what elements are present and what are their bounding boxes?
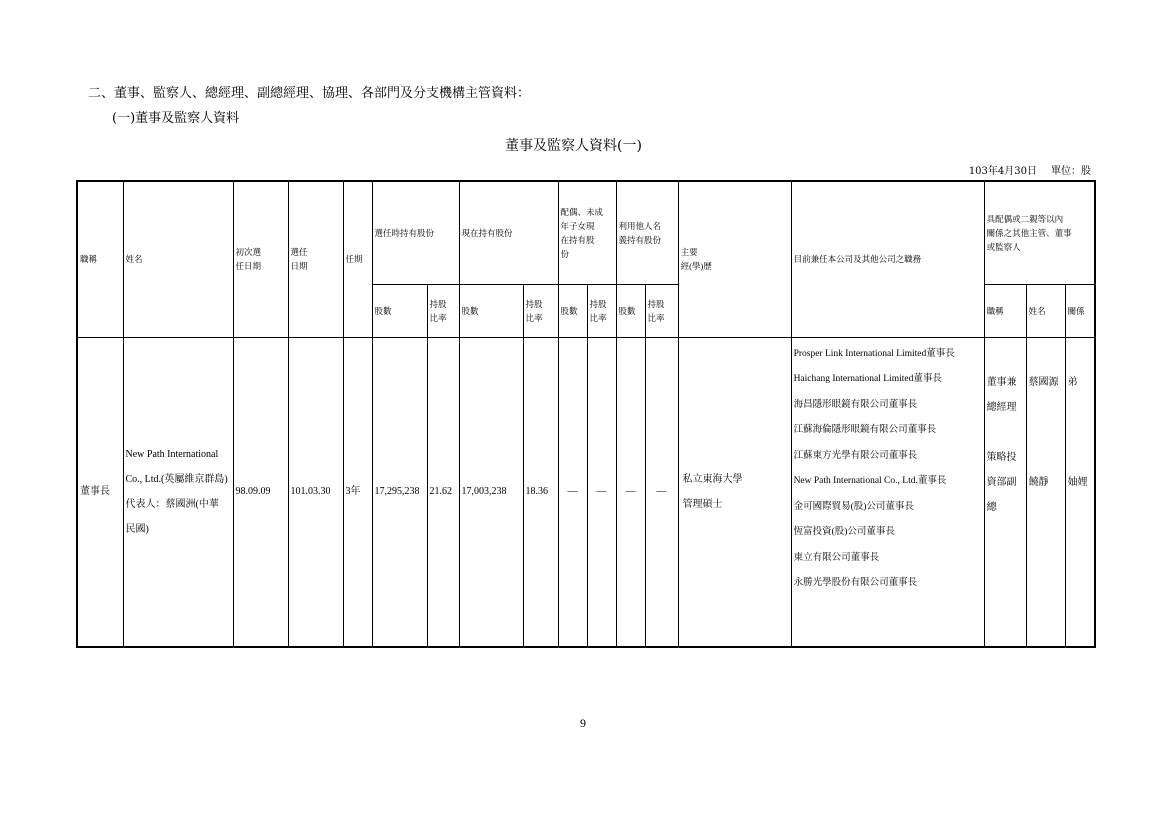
sub-ratio: 持股 比率 bbox=[587, 284, 616, 337]
col-name: 姓名 bbox=[123, 181, 233, 337]
cell-ratio-at-election: 21.62 bbox=[427, 337, 459, 647]
date-unit-bar bbox=[969, 162, 1091, 177]
subsection-heading: (一)董事及監察人資料 bbox=[112, 111, 240, 126]
col-spouse-minor: 配偶、未成 年子女現 在持有股 份 bbox=[558, 181, 616, 284]
report-date: 103年4月30日 bbox=[968, 166, 1037, 177]
page-number: 9 bbox=[580, 716, 586, 730]
concurrent-role: 海昌隱形眼鏡有限公司董事長 bbox=[793, 399, 918, 410]
cell-elected: 101.03.30 bbox=[288, 337, 343, 647]
cell-spouse-shares: — bbox=[558, 337, 587, 647]
concurrent-role: 江蘇東方光學有限公司董事長 bbox=[793, 450, 918, 461]
concurrent-role: 永勝光學股份有限公司董事長 bbox=[793, 578, 918, 588]
cell-nominee-shares: — bbox=[616, 337, 645, 647]
concurrent-role: Prosper Link International Limited董事長 bbox=[793, 348, 955, 359]
col-term: 任期 bbox=[343, 181, 372, 337]
cell-title: 董事長 bbox=[77, 337, 123, 647]
col-shares-at-election: 選任時持有股份 bbox=[372, 181, 459, 284]
section-heading: 二、董事、監察人、總經理、副總經理、協理、各部門及分支機構主管資料： bbox=[88, 86, 531, 101]
sub-shares: 股數 bbox=[558, 284, 587, 337]
sub-shares: 股數 bbox=[372, 284, 427, 337]
col-nominee: 利用他人名 義持有股份 bbox=[616, 181, 678, 284]
cell-rel-name: 蔡國源 饒靜 bbox=[1026, 337, 1065, 647]
sub-ratio: 持股 比率 bbox=[427, 284, 459, 337]
concurrent-role: 東立有限公司董事長 bbox=[793, 552, 880, 563]
col-concurrent: 目前兼任本公司及其他公司之職務 bbox=[791, 181, 984, 337]
concurrent-role: Haichang International Limited董事長 bbox=[793, 374, 942, 384]
table-row bbox=[77, 337, 1095, 647]
concurrent-role: 江蘇海倫隱形眼鏡有限公司董事長 bbox=[793, 425, 937, 435]
col-current-shares: 現在持有股份 bbox=[459, 181, 558, 284]
cell-experience: 私立東海大學 管理碩士 bbox=[678, 337, 791, 647]
cell-shares-at-election: 17,295,238 bbox=[372, 337, 427, 647]
col-relatives: 具配偶或二親等以內 關係之其他主管、董事 或監察人 bbox=[984, 181, 1095, 284]
cell-rel-relation: 弟 妯娌 bbox=[1065, 337, 1095, 647]
sub-rel-title: 職稱 bbox=[984, 284, 1026, 337]
concurrent-role: 金可國際貿易(股)公司董事長 bbox=[793, 501, 914, 512]
cell-current-shares: 17,003,238 bbox=[459, 337, 523, 647]
concurrent-role: 恆富投資(股)公司董事長 bbox=[793, 527, 895, 537]
cell-first-elected: 98.09.09 bbox=[233, 337, 288, 647]
concurrent-role: New Path International Co., Ltd.董事長 bbox=[793, 476, 947, 486]
cell-current-ratio: 18.36 bbox=[523, 337, 558, 647]
cell-rel-title: 董事兼 總經理 策略投 資部副 總 bbox=[984, 337, 1026, 647]
sub-ratio: 持股 比率 bbox=[523, 284, 558, 337]
sub-rel-relation: 關係 bbox=[1065, 284, 1095, 337]
cell-name: New Path International Co., Ltd.(英屬維京群島) 代表人：蔡國洲(中華 民國) bbox=[123, 337, 233, 647]
cell-nominee-ratio: — bbox=[645, 337, 678, 647]
cell-concurrent bbox=[791, 337, 984, 647]
cell-spouse-ratio: — bbox=[587, 337, 616, 647]
directors-table bbox=[76, 180, 1096, 648]
table-title: 董事及監察人資料(一) bbox=[505, 138, 642, 154]
sub-ratio: 持股 比率 bbox=[645, 284, 678, 337]
col-elected: 選任 日期 bbox=[288, 181, 343, 337]
sub-rel-name: 姓名 bbox=[1026, 284, 1065, 337]
sub-shares: 股數 bbox=[616, 284, 645, 337]
unit-label: 單位：股 bbox=[1051, 166, 1091, 177]
col-first-elected: 初次選 任日期 bbox=[233, 181, 288, 337]
header-row-1 bbox=[77, 181, 1095, 284]
col-experience: 主要 經(學)歷 bbox=[678, 181, 791, 337]
cell-term: 3年 bbox=[343, 337, 372, 647]
sub-shares: 股數 bbox=[459, 284, 523, 337]
col-title: 職稱 bbox=[77, 181, 123, 337]
